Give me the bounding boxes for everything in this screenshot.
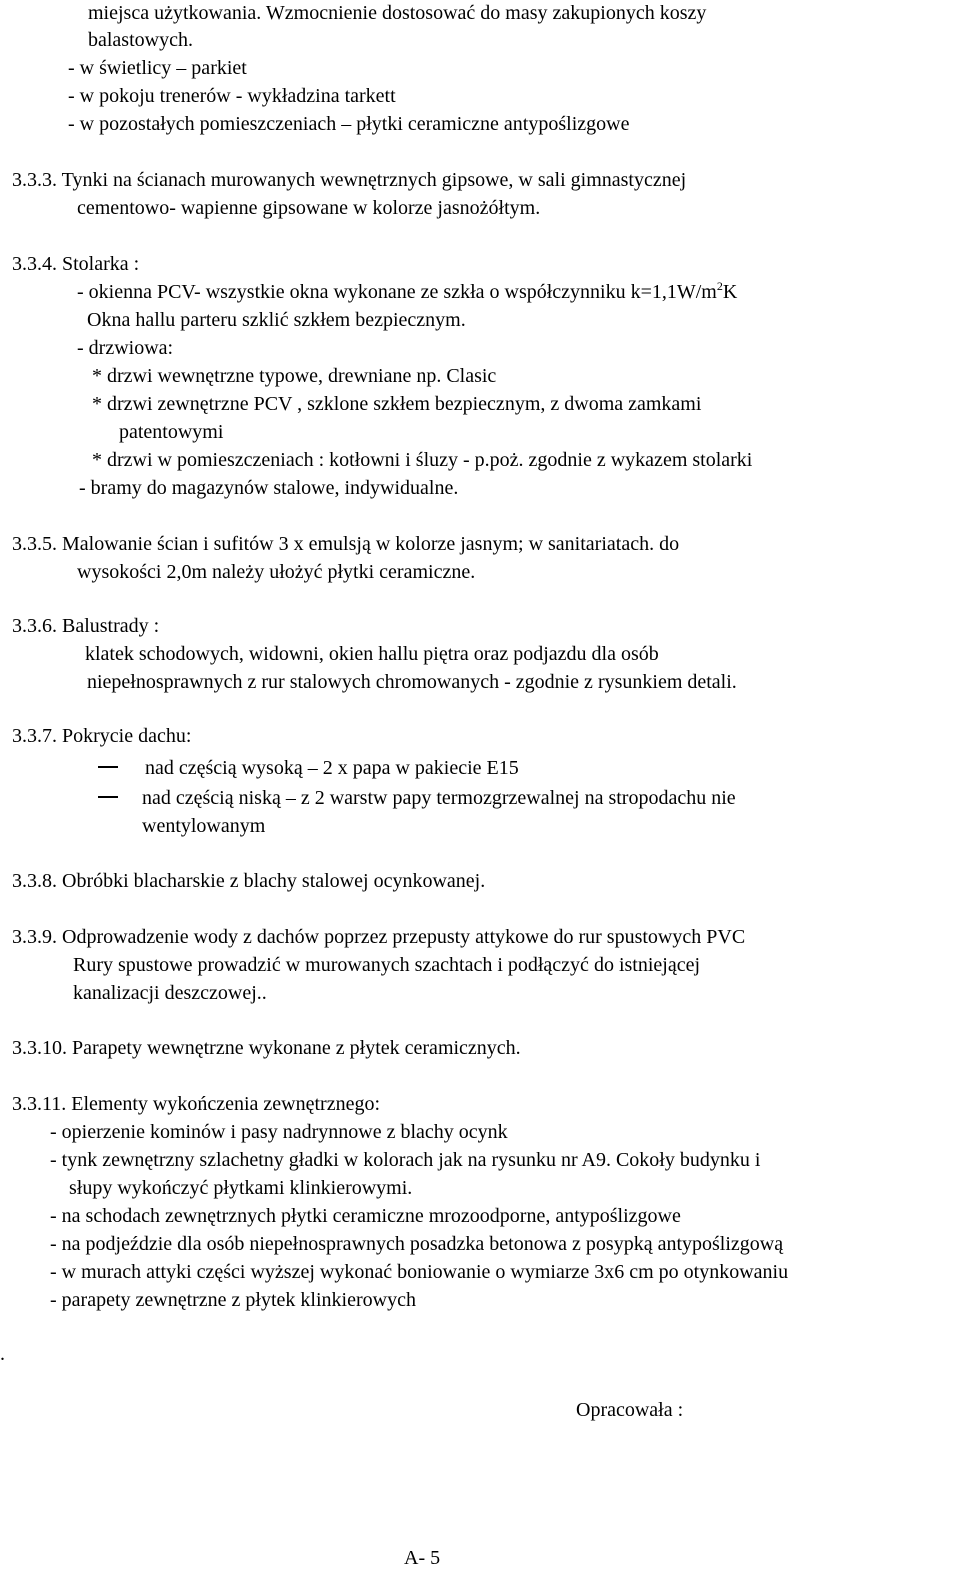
- section-3310: 3.3.10. Parapety wewnętrzne wykonane z płytek ceramicznych.: [12, 1037, 521, 1059]
- okienna-line-2: Okna hallu parteru szklić szkłem bezpiecznym.: [87, 309, 466, 331]
- section-333-line-1: 3.3.3. Tynki na ścianach murowanych wewnętrznych gipsowe, w sali gimnastycznej: [12, 169, 687, 191]
- section-336-line-2: niepełnosprawnych z rur stalowych chromowanych - zgodnie z rysunkiem detali.: [87, 671, 737, 693]
- roof-item: nad częścią wysoką – 2 x papa w pakiecie E15: [145, 757, 519, 779]
- finish-item-continued: słupy wykończyć płytkami klinkierowymi.: [69, 1177, 413, 1199]
- finish-item: - parapety zewnętrzne z płytek klinkierowych: [50, 1289, 416, 1311]
- bullet-dash: [98, 766, 118, 768]
- roof-item: nad częścią niską – z 2 warstw papy termozgrzewalnej na stropodachu nie: [142, 787, 736, 809]
- finish-item: - na podjeździe dla osób niepełnosprawnych posadzka betonowa z posypką antypoślizgową: [50, 1233, 784, 1255]
- section-338: 3.3.8. Obróbki blacharskie z blachy stalowej ocynkowanej.: [12, 870, 486, 892]
- signature-label: Opracowała :: [576, 1399, 684, 1421]
- finish-item: - w murach attyki części wyższej wykonać boniowanie o wymiarze 3x6 cm po otynkowaniu: [50, 1261, 789, 1283]
- section-335-line-2: wysokości 2,0m należy ułożyć płytki ceramiczne.: [77, 561, 476, 583]
- section-339-line-1: 3.3.9. Odprowadzenie wody z dachów poprzez przepusty attykowe do rur spustowych PVC: [12, 926, 746, 948]
- page-number: A- 5: [404, 1547, 441, 1569]
- finish-item: - na schodach zewnętrznych płytki ceramiczne mrozoodporne, antypoślizgowe: [50, 1205, 681, 1227]
- section-335-line-1: 3.3.5. Malowanie ścian i sufitów 3 x emulsją w kolorze jasnym; w sanitariatach. do: [12, 533, 680, 555]
- intro-line-2: balastowych.: [88, 29, 193, 51]
- section-333-line-2: cementowo- wapienne gipsowane w kolorze jasnożółtym.: [77, 197, 541, 219]
- section-3311-heading: 3.3.11. Elementy wykończenia zewnętrznego:: [12, 1093, 381, 1115]
- section-336-heading: 3.3.6. Balustrady :: [12, 615, 160, 637]
- door-item: * drzwi zewnętrzne PCV , szklone szkłem bezpiecznym, z dwoma zamkami: [92, 393, 702, 415]
- floor-item: - w pokoju trenerów - wykładzina tarkett: [68, 85, 396, 107]
- floor-item: - w świetlicy – parkiet: [68, 57, 247, 79]
- section-334-heading: 3.3.4. Stolarka :: [12, 253, 140, 275]
- okienna-line: - okienna PCV- wszystkie okna wykonane ze szkła o współczynniku $k=1,1W/m^2K$: [77, 279, 738, 303]
- superscript-2: 2: [716, 279, 723, 293]
- door-item-continued: patentowymi: [119, 421, 224, 443]
- door-item: * drzwi wewnętrzne typowe, drewniane np. Clasic: [92, 365, 497, 387]
- intro-line-1: miejsca użytkowania. Wzmocnienie dostosować do masy zakupionych koszy: [88, 2, 707, 24]
- drzwiowa-label: - drzwiowa:: [77, 337, 174, 359]
- roof-item-continued: wentylowanym: [142, 815, 266, 837]
- section-336-line-1: klatek schodowych, widowni, okien hallu piętra oraz podjazdu dla osób: [85, 643, 659, 665]
- floor-item: - w pozostałych pomieszczeniach – płytki ceramiczne antypoślizgowe: [68, 113, 630, 135]
- section-337-heading: 3.3.7. Pokrycie dachu:: [12, 725, 192, 747]
- section-339-line-3: kanalizacji deszczowej..: [73, 982, 267, 1004]
- finish-item: - tynk zewnętrzny szlachetny gładki w kolorach jak na rysunku nr A9. Cokoły budynku i: [50, 1149, 761, 1171]
- section-339-line-2: Rury spustowe prowadzić w murowanych szachtach i podłączyć do istniejącej: [73, 954, 701, 976]
- finish-item: - opierzenie kominów i pasy nadrynnowe z blachy ocynk: [50, 1121, 508, 1143]
- bullet-dash: [98, 796, 118, 798]
- door-item: * drzwi w pomieszczeniach : kotłowni i śluzy - p.poż. zgodnie z wykazem stolarki: [92, 449, 753, 471]
- stray-dot: .: [0, 1343, 5, 1365]
- bramy-line: - bramy do magazynów stalowe, indywidualne.: [79, 477, 459, 499]
